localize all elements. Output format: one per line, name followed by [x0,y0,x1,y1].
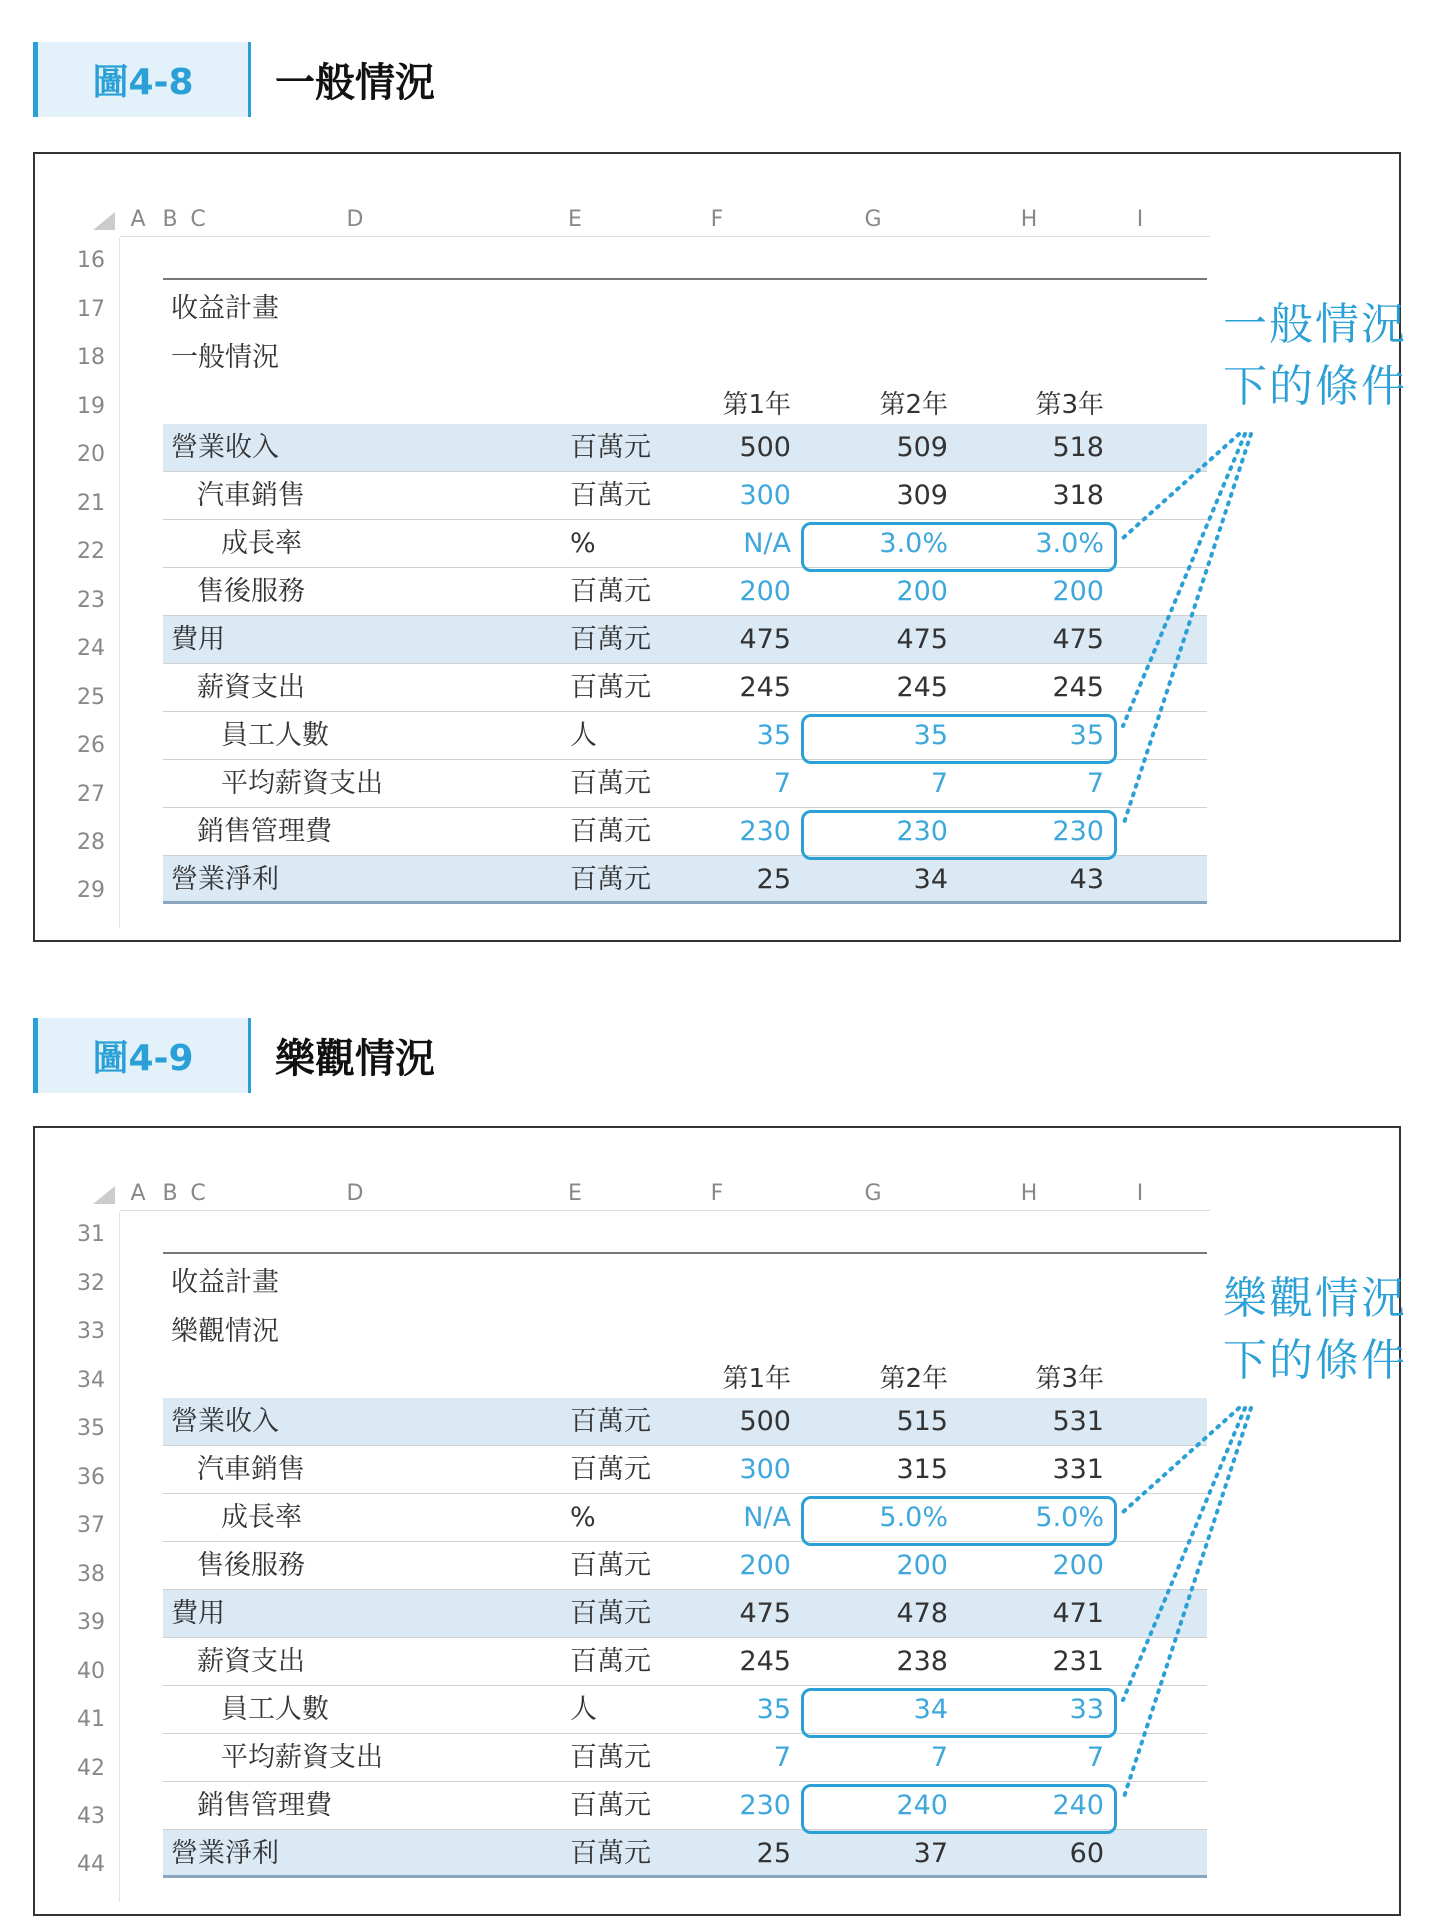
column-header-d: D [346,1181,364,1206]
value-year-1: 25 [756,1838,791,1869]
value-year-1: 35 [756,1694,791,1725]
value-year-3: 200 [1052,576,1104,607]
plan-title: 收益計畫 [171,1267,279,1298]
value-year-2: 230 [896,816,948,847]
row-label: 薪資支出 [197,1646,305,1677]
spreadsheet [35,1128,1407,1918]
value-year-1: 7 [773,768,791,799]
value-year-2: 200 [896,576,948,607]
value-year-1: 230 [739,816,791,847]
value-year-1: N/A [743,528,791,559]
value-year-2: 309 [896,480,948,511]
row-label: 營業收入 [171,432,279,463]
row-number: 31 [77,1222,105,1247]
value-year-2: 5.0% [879,1502,948,1533]
row-label: 銷售管理費 [197,816,332,847]
value-year-2: 509 [896,432,948,463]
row-unit: 百萬元 [570,864,651,895]
value-year-2: 238 [896,1646,948,1677]
row-label: 營業淨利 [171,1838,279,1869]
spreadsheet [35,154,1407,944]
value-year-1: 200 [739,576,791,607]
value-year-3: 245 [1052,672,1104,703]
row-number: 43 [77,1804,105,1829]
row-number: 35 [77,1416,105,1441]
row-label: 員工人數 [221,1694,329,1725]
row-number: 24 [77,636,105,661]
value-year-3: 5.0% [1035,1502,1104,1533]
row-unit: 百萬元 [570,576,651,607]
row-label: 營業淨利 [171,864,279,895]
row-unit: 百萬元 [570,432,651,463]
column-header-a: A [130,207,146,232]
row-label: 平均薪資支出 [221,768,383,799]
value-year-2: 37 [913,1838,948,1869]
value-year-2: 475 [896,624,948,655]
value-year-1: 475 [739,1598,791,1629]
column-header-b: B [162,207,178,232]
row-label: 營業收入 [171,1406,279,1437]
column-header-b: B [162,1181,178,1206]
row-number: 33 [77,1319,105,1344]
title-separator [248,42,251,117]
row-unit: 人 [570,1694,597,1725]
value-year-3: 3.0% [1035,528,1104,559]
row-unit: 百萬元 [570,1742,651,1773]
spreadsheet-frame-4-8 [33,152,1407,942]
row-number: 38 [77,1562,105,1587]
value-year-2: 7 [930,1742,948,1773]
value-year-2: 240 [896,1790,948,1821]
value-year-3: 7 [1086,768,1104,799]
spreadsheet-frame-4-9 [33,1126,1407,1916]
row-number: 40 [77,1659,105,1684]
row-number: 26 [77,733,105,758]
condition-note-line1: 樂觀情況 [1223,1273,1407,1324]
row-label: 費用 [171,624,225,655]
value-year-3: 475 [1052,624,1104,655]
column-header-f: F [710,207,724,232]
year-header-3: 第3年 [1035,1364,1104,1394]
condition-note-line1: 一般情況 [1223,299,1407,350]
figure-name: 一般情況 [275,60,435,106]
value-year-2: 245 [896,672,948,703]
value-year-1: 500 [739,432,791,463]
row-unit: 百萬元 [570,480,651,511]
row-number: 28 [77,830,105,855]
row-unit: 百萬元 [570,1550,651,1581]
column-header-i: I [1136,1181,1144,1206]
plan-title: 收益計畫 [171,293,279,324]
row-unit: 百萬元 [570,816,651,847]
value-year-3: 33 [1069,1694,1104,1725]
row-unit: 百萬元 [570,672,651,703]
row-label: 售後服務 [197,1550,305,1581]
column-header-e: E [568,1181,582,1206]
row-number: 44 [77,1852,105,1877]
row-label: 汽車銷售 [197,1454,305,1485]
value-year-2: 3.0% [879,528,948,559]
column-header-c: C [190,1181,206,1206]
row-label: 平均薪資支出 [221,1742,383,1773]
row-number: 32 [77,1271,105,1296]
column-header-f: F [710,1181,724,1206]
row-number: 22 [77,539,105,564]
column-header-e: E [568,207,582,232]
condition-note-line2: 下的條件 [1223,361,1407,412]
row-number: 39 [77,1610,105,1635]
value-year-3: 331 [1052,1454,1104,1485]
row-unit: % [570,528,596,559]
row-number: 41 [77,1707,105,1732]
row-number: 25 [77,685,105,710]
value-year-2: 35 [913,720,948,751]
row-label: 汽車銷售 [197,480,305,511]
value-year-2: 7 [930,768,948,799]
row-number: 42 [77,1756,105,1781]
row-number: 20 [77,442,105,467]
row-label: 銷售管理費 [197,1790,332,1821]
value-year-1: 245 [739,1646,791,1677]
value-year-3: 531 [1052,1406,1104,1437]
value-year-3: 60 [1069,1838,1104,1869]
row-number: 18 [77,345,105,370]
row-unit: 百萬元 [570,1454,651,1485]
figure-label: 圖4-8 [38,42,248,117]
row-number: 17 [77,297,105,322]
value-year-2: 34 [913,1694,948,1725]
column-header-g: G [864,1181,882,1206]
year-header-1: 第1年 [722,1364,791,1394]
value-year-2: 478 [896,1598,948,1629]
row-label: 員工人數 [221,720,329,751]
row-unit: % [570,1502,596,1533]
value-year-1: 475 [739,624,791,655]
scenario-title: 樂觀情況 [171,1316,279,1347]
year-header-3: 第3年 [1035,390,1104,420]
value-year-1: N/A [743,1502,791,1533]
year-header-2: 第2年 [879,1364,948,1394]
row-label: 售後服務 [197,576,305,607]
row-unit: 人 [570,720,597,751]
row-number: 21 [77,491,105,516]
scenario-title: 一般情況 [171,342,279,373]
value-year-1: 500 [739,1406,791,1437]
figure-name: 樂觀情況 [275,1036,435,1082]
year-header-1: 第1年 [722,390,791,420]
value-year-1: 245 [739,672,791,703]
column-header-d: D [346,207,364,232]
value-year-3: 35 [1069,720,1104,751]
column-header-h: H [1020,1181,1038,1206]
row-number: 23 [77,588,105,613]
value-year-1: 230 [739,1790,791,1821]
column-header-c: C [190,207,206,232]
value-year-3: 240 [1052,1790,1104,1821]
row-label: 成長率 [221,1502,302,1533]
value-year-3: 231 [1052,1646,1104,1677]
row-number: 29 [77,878,105,903]
value-year-1: 200 [739,1550,791,1581]
row-number: 16 [77,248,105,273]
value-year-3: 230 [1052,816,1104,847]
year-header-2: 第2年 [879,390,948,420]
value-year-1: 7 [773,1742,791,1773]
row-label: 成長率 [221,528,302,559]
title-separator [248,1018,251,1093]
row-number: 34 [77,1368,105,1393]
value-year-2: 515 [896,1406,948,1437]
value-year-1: 300 [739,1454,791,1485]
column-header-i: I [1136,207,1144,232]
row-unit: 百萬元 [570,768,651,799]
row-number: 19 [77,394,105,419]
row-unit: 百萬元 [570,1406,651,1437]
condition-note-line2: 下的條件 [1223,1335,1407,1386]
value-year-3: 471 [1052,1598,1104,1629]
value-year-1: 300 [739,480,791,511]
row-unit: 百萬元 [570,1790,651,1821]
row-number: 27 [77,782,105,807]
value-year-3: 200 [1052,1550,1104,1581]
dotted-connector [35,154,1403,944]
column-header-g: G [864,207,882,232]
figure-label: 圖4-9 [38,1018,248,1093]
row-label: 費用 [171,1598,225,1629]
value-year-1: 35 [756,720,791,751]
row-unit: 百萬元 [570,1838,651,1869]
row-unit: 百萬元 [570,1598,651,1629]
column-header-h: H [1020,207,1038,232]
row-unit: 百萬元 [570,624,651,655]
row-number: 36 [77,1465,105,1490]
dotted-connector [35,1128,1403,1918]
value-year-2: 34 [913,864,948,895]
row-number: 37 [77,1513,105,1538]
column-header-a: A [130,1181,146,1206]
value-year-3: 43 [1069,864,1104,895]
row-label: 薪資支出 [197,672,305,703]
row-unit: 百萬元 [570,1646,651,1677]
value-year-3: 7 [1086,1742,1104,1773]
value-year-3: 518 [1052,432,1104,463]
value-year-3: 318 [1052,480,1104,511]
value-year-1: 25 [756,864,791,895]
value-year-2: 315 [896,1454,948,1485]
value-year-2: 200 [896,1550,948,1581]
